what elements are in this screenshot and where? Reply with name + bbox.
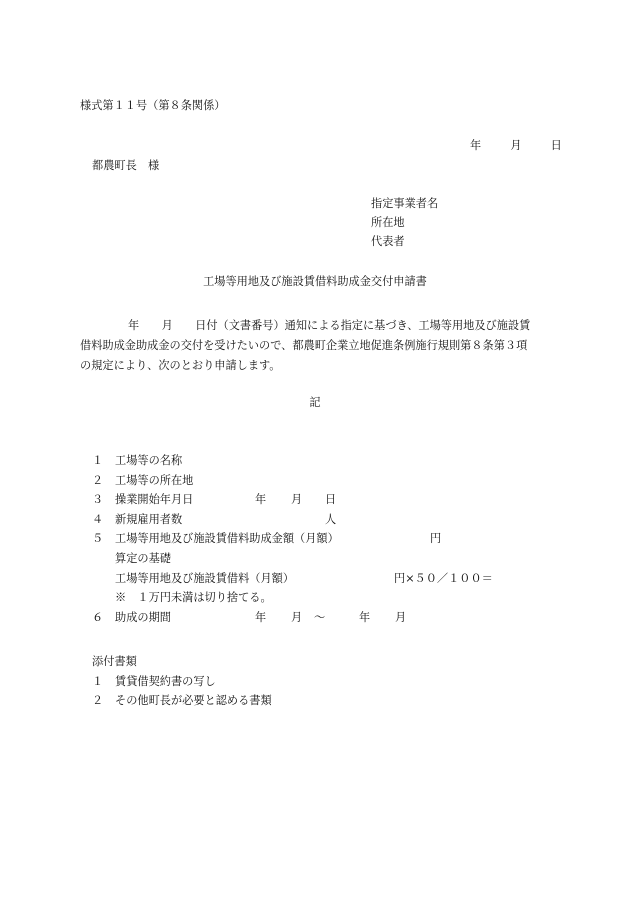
basis-formula-label: 工場等用地及び施設賃借料（月額） [115, 571, 295, 585]
employees-unit: 人 [325, 512, 337, 526]
ki-heading: 記 [309, 396, 321, 409]
start-day: 日 [325, 493, 337, 507]
item-number: ２ [92, 473, 104, 487]
item-label: 助成の期間 [115, 610, 171, 624]
body-line-3: の規定により、次のとおり申請します。 [80, 359, 281, 372]
item-label: 操業開始年月日 [115, 493, 194, 507]
attachment-label: その他町長が必要と認める書類 [115, 694, 272, 708]
application-date [470, 139, 562, 153]
representative-label: 代表者 [371, 235, 405, 248]
item-number: ６ [92, 610, 104, 624]
rounding-note: ※ １万円未満は切り捨てる。 [115, 591, 272, 605]
attachment-label: 賃貸借契約書の写し [115, 674, 216, 688]
attachment-2 [92, 694, 272, 714]
body-line-2: 借料助成金助成金の交付を受けたいので、都農町企業立地促進条例施行規則第８条第３項 [80, 339, 528, 352]
date-month: 月 [510, 139, 522, 152]
address-label: 所在地 [371, 216, 405, 229]
item-number: ５ [92, 532, 104, 546]
attachments [92, 655, 272, 714]
subsidy-unit: 円 [430, 532, 442, 546]
business-name-label: 指定事業者名 [371, 197, 439, 210]
period-start-year: 年 [255, 610, 267, 624]
item-label: 工場等用地及び施設賃借料助成金額（月額） [115, 532, 339, 546]
item-number: １ [92, 454, 104, 467]
form-number: 様式第１１号（第８条関係） [80, 99, 226, 112]
period-start-month: 月 [291, 610, 303, 624]
item-label: 工場等の名称 [115, 454, 183, 467]
item-number: ３ [92, 493, 104, 507]
attachments-heading-row [92, 655, 137, 675]
start-month: 月 [291, 493, 303, 507]
basis-formula: 円×５０／１００＝ [394, 571, 493, 585]
period-end-year: 年 [359, 610, 371, 624]
period-end-month: 月 [395, 610, 407, 624]
period-tilde: ～ [314, 610, 326, 624]
attachment-1 [92, 674, 216, 695]
applicant-block [371, 197, 438, 254]
addressee: 都農町長 様 [92, 159, 160, 172]
body-text [80, 316, 558, 376]
attachment-number: ２ [92, 694, 104, 708]
body-line-1: 年 月 日付（文書番号）通知による指定に基づき、工場等用地及び施設賃 [128, 319, 531, 332]
attachments-heading: 添付書類 [92, 655, 137, 668]
date-year: 年 [470, 139, 482, 152]
date-day: 日 [550, 139, 562, 152]
basis-label: 算定の基礎 [115, 551, 171, 565]
item-label: 工場等の所在地 [115, 473, 194, 487]
start-year: 年 [255, 493, 267, 507]
attachment-number: １ [92, 674, 104, 688]
item-label: 新規雇用者数 [115, 512, 183, 526]
item-number: ４ [92, 512, 104, 526]
document-title: 工場等用地及び施設賃借料助成金交付申請書 [203, 275, 427, 288]
